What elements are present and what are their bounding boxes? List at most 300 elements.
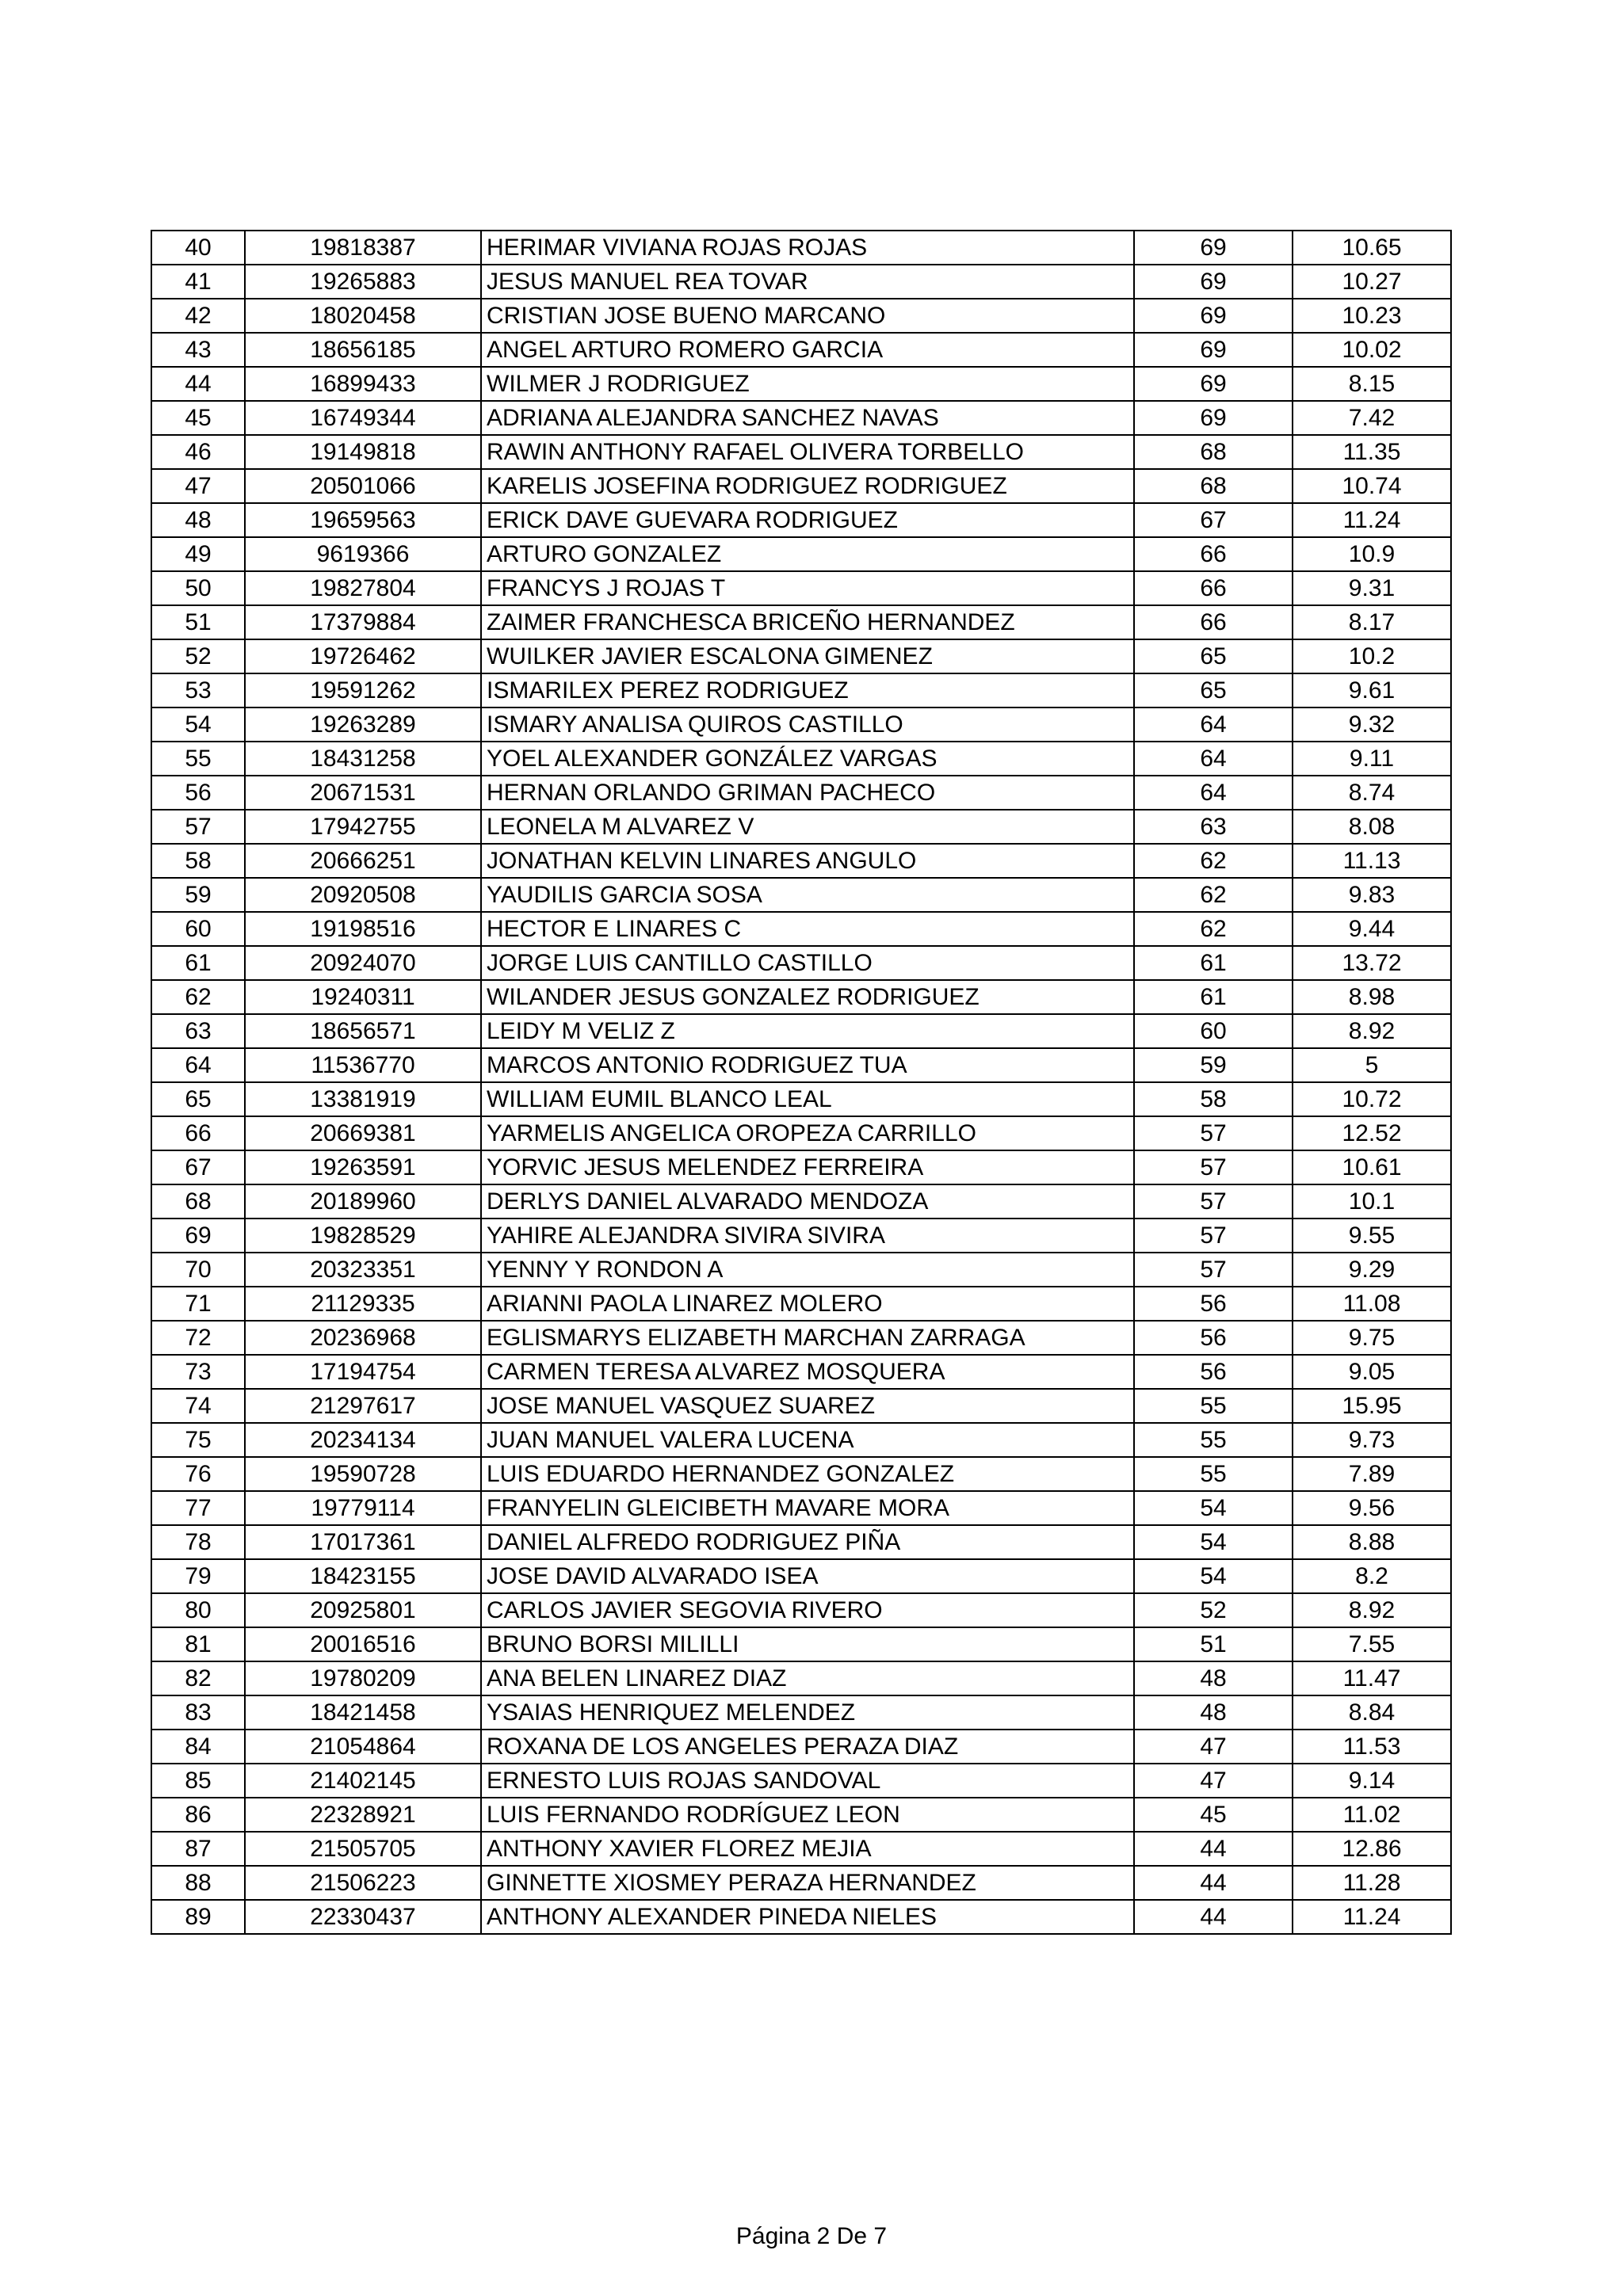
table-row <box>151 1559 1451 1593</box>
average-cell: 10.27 <box>1293 265 1451 299</box>
id-number-cell: 21129335 <box>245 1287 481 1321</box>
full-name-cell: ZAIMER FRANCHESCA BRICEÑO HERNANDEZ <box>481 605 1134 639</box>
points-cell: 45 <box>1134 1798 1293 1832</box>
full-name-cell: WUILKER JAVIER ESCALONA GIMENEZ <box>481 639 1134 673</box>
table-row <box>151 1491 1451 1525</box>
average-cell: 9.05 <box>1293 1355 1451 1389</box>
points-cell: 55 <box>1134 1389 1293 1423</box>
average-cell: 12.52 <box>1293 1116 1451 1150</box>
points-cell: 54 <box>1134 1559 1293 1593</box>
full-name-cell: LUIS FERNANDO RODRÍGUEZ LEON <box>481 1798 1134 1832</box>
id-number-cell: 19780209 <box>245 1661 481 1695</box>
table-row <box>151 1866 1451 1900</box>
table-row <box>151 776 1451 810</box>
points-cell: 56 <box>1134 1355 1293 1389</box>
points-cell: 58 <box>1134 1082 1293 1116</box>
table-row <box>151 1798 1451 1832</box>
id-number-cell: 20925801 <box>245 1593 481 1627</box>
row-number-cell: 46 <box>151 435 245 469</box>
points-cell: 61 <box>1134 980 1293 1014</box>
full-name-cell: EGLISMARYS ELIZABETH MARCHAN ZARRAGA <box>481 1321 1134 1355</box>
points-cell: 57 <box>1134 1219 1293 1253</box>
full-name-cell: JUAN MANUEL VALERA LUCENA <box>481 1423 1134 1457</box>
average-cell: 11.28 <box>1293 1866 1451 1900</box>
table-row <box>151 1184 1451 1219</box>
table-row <box>151 912 1451 946</box>
points-cell: 69 <box>1134 299 1293 333</box>
row-number-cell: 80 <box>151 1593 245 1627</box>
points-cell: 57 <box>1134 1116 1293 1150</box>
id-number-cell: 19818387 <box>245 231 481 265</box>
points-cell: 51 <box>1134 1627 1293 1661</box>
full-name-cell: DERLYS DANIEL ALVARADO MENDOZA <box>481 1184 1134 1219</box>
table-row <box>151 980 1451 1014</box>
id-number-cell: 19263591 <box>245 1150 481 1184</box>
points-cell: 54 <box>1134 1491 1293 1525</box>
table-row <box>151 1593 1451 1627</box>
table-row <box>151 1116 1451 1150</box>
points-cell: 64 <box>1134 776 1293 810</box>
table-row <box>151 639 1451 673</box>
table-row <box>151 742 1451 776</box>
id-number-cell: 19726462 <box>245 639 481 673</box>
id-number-cell: 20234134 <box>245 1423 481 1457</box>
row-number-cell: 54 <box>151 707 245 742</box>
row-number-cell: 65 <box>151 1082 245 1116</box>
id-number-cell: 17942755 <box>245 810 481 844</box>
row-number-cell: 55 <box>151 742 245 776</box>
average-cell: 8.2 <box>1293 1559 1451 1593</box>
id-number-cell: 17379884 <box>245 605 481 639</box>
points-cell: 62 <box>1134 912 1293 946</box>
table-row <box>151 1321 1451 1355</box>
table-row <box>151 1355 1451 1389</box>
id-number-cell: 20924070 <box>245 946 481 980</box>
row-number-cell: 63 <box>151 1014 245 1048</box>
average-cell: 9.44 <box>1293 912 1451 946</box>
row-number-cell: 70 <box>151 1253 245 1287</box>
points-cell: 64 <box>1134 742 1293 776</box>
table-row <box>151 878 1451 912</box>
table-row <box>151 707 1451 742</box>
average-cell: 9.56 <box>1293 1491 1451 1525</box>
row-number-cell: 74 <box>151 1389 245 1423</box>
full-name-cell: ARIANNI PAOLA LINAREZ MOLERO <box>481 1287 1134 1321</box>
full-name-cell: JOSE MANUEL VASQUEZ SUAREZ <box>481 1389 1134 1423</box>
id-number-cell: 19590728 <box>245 1457 481 1491</box>
row-number-cell: 73 <box>151 1355 245 1389</box>
average-cell: 9.29 <box>1293 1253 1451 1287</box>
id-number-cell: 19659563 <box>245 503 481 537</box>
full-name-cell: WILANDER JESUS GONZALEZ RODRIGUEZ <box>481 980 1134 1014</box>
table-row <box>151 1287 1451 1321</box>
average-cell: 7.55 <box>1293 1627 1451 1661</box>
table-row <box>151 1014 1451 1048</box>
table-row <box>151 1048 1451 1082</box>
full-name-cell: JOSE DAVID ALVARADO ISEA <box>481 1559 1134 1593</box>
row-number-cell: 78 <box>151 1525 245 1559</box>
points-cell: 66 <box>1134 605 1293 639</box>
row-number-cell: 52 <box>151 639 245 673</box>
points-cell: 69 <box>1134 367 1293 401</box>
points-cell: 69 <box>1134 401 1293 435</box>
points-cell: 66 <box>1134 537 1293 571</box>
table-row <box>151 1253 1451 1287</box>
full-name-cell: ANGEL ARTURO ROMERO GARCIA <box>481 333 1134 367</box>
average-cell: 11.35 <box>1293 435 1451 469</box>
table-row <box>151 810 1451 844</box>
row-number-cell: 89 <box>151 1900 245 1934</box>
table-row <box>151 1082 1451 1116</box>
full-name-cell: ANA BELEN LINAREZ DIAZ <box>481 1661 1134 1695</box>
average-cell: 10.74 <box>1293 469 1451 503</box>
average-cell: 10.1 <box>1293 1184 1451 1219</box>
row-number-cell: 85 <box>151 1764 245 1798</box>
table-row <box>151 265 1451 299</box>
row-number-cell: 81 <box>151 1627 245 1661</box>
table-row <box>151 1764 1451 1798</box>
points-cell: 48 <box>1134 1695 1293 1730</box>
average-cell: 8.98 <box>1293 980 1451 1014</box>
full-name-cell: YOEL ALEXANDER GONZÁLEZ VARGAS <box>481 742 1134 776</box>
row-number-cell: 49 <box>151 537 245 571</box>
full-name-cell: YENNY Y RONDON A <box>481 1253 1134 1287</box>
id-number-cell: 19263289 <box>245 707 481 742</box>
full-name-cell: FRANYELIN GLEICIBETH MAVARE MORA <box>481 1491 1134 1525</box>
page-footer: Página 2 De 7 <box>735 2223 888 2249</box>
id-number-cell: 21297617 <box>245 1389 481 1423</box>
full-name-cell: ANTHONY XAVIER FLOREZ MEJIA <box>481 1832 1134 1866</box>
id-number-cell: 19779114 <box>245 1491 481 1525</box>
row-number-cell: 58 <box>151 844 245 878</box>
table-row <box>151 1661 1451 1695</box>
full-name-cell: WILLIAM EUMIL BLANCO LEAL <box>481 1082 1134 1116</box>
points-cell: 68 <box>1134 435 1293 469</box>
table-row <box>151 299 1451 333</box>
full-name-cell: JONATHAN KELVIN LINARES ANGULO <box>481 844 1134 878</box>
id-number-cell: 20236968 <box>245 1321 481 1355</box>
row-number-cell: 50 <box>151 571 245 605</box>
average-cell: 8.84 <box>1293 1695 1451 1730</box>
id-number-cell: 19828529 <box>245 1219 481 1253</box>
table-row <box>151 401 1451 435</box>
points-cell: 68 <box>1134 469 1293 503</box>
id-number-cell: 18431258 <box>245 742 481 776</box>
average-cell: 12.86 <box>1293 1832 1451 1866</box>
id-number-cell: 20016516 <box>245 1627 481 1661</box>
id-number-cell: 20323351 <box>245 1253 481 1287</box>
table-row <box>151 537 1451 571</box>
table-row <box>151 1150 1451 1184</box>
full-name-cell: GINNETTE XIOSMEY PERAZA HERNANDEZ <box>481 1866 1134 1900</box>
table-row <box>151 1525 1451 1559</box>
average-cell: 9.55 <box>1293 1219 1451 1253</box>
full-name-cell: ISMARY ANALISA QUIROS CASTILLO <box>481 707 1134 742</box>
average-cell: 10.61 <box>1293 1150 1451 1184</box>
full-name-cell: JORGE LUIS CANTILLO CASTILLO <box>481 946 1134 980</box>
table-row <box>151 503 1451 537</box>
row-number-cell: 61 <box>151 946 245 980</box>
row-number-cell: 60 <box>151 912 245 946</box>
average-cell: 8.15 <box>1293 367 1451 401</box>
full-name-cell: YAUDILIS GARCIA SOSA <box>481 878 1134 912</box>
row-number-cell: 66 <box>151 1116 245 1150</box>
average-cell: 15.95 <box>1293 1389 1451 1423</box>
full-name-cell: LEONELA M ALVAREZ V <box>481 810 1134 844</box>
id-number-cell: 20920508 <box>245 878 481 912</box>
full-name-cell: YARMELIS ANGELICA OROPEZA CARRILLO <box>481 1116 1134 1150</box>
id-number-cell: 19827804 <box>245 571 481 605</box>
average-cell: 8.17 <box>1293 605 1451 639</box>
row-number-cell: 56 <box>151 776 245 810</box>
row-number-cell: 86 <box>151 1798 245 1832</box>
points-cell: 69 <box>1134 231 1293 265</box>
row-number-cell: 64 <box>151 1048 245 1082</box>
table-row <box>151 1219 1451 1253</box>
row-number-cell: 79 <box>151 1559 245 1593</box>
id-number-cell: 20671531 <box>245 776 481 810</box>
row-number-cell: 83 <box>151 1695 245 1730</box>
points-cell: 48 <box>1134 1661 1293 1695</box>
table-row <box>151 1457 1451 1491</box>
id-number-cell: 18421458 <box>245 1695 481 1730</box>
id-number-cell: 21506223 <box>245 1866 481 1900</box>
row-number-cell: 42 <box>151 299 245 333</box>
average-cell: 7.89 <box>1293 1457 1451 1491</box>
average-cell: 8.92 <box>1293 1014 1451 1048</box>
average-cell: 9.73 <box>1293 1423 1451 1457</box>
id-number-cell: 16749344 <box>245 401 481 435</box>
id-number-cell: 13381919 <box>245 1082 481 1116</box>
points-cell: 57 <box>1134 1150 1293 1184</box>
points-cell: 56 <box>1134 1321 1293 1355</box>
row-number-cell: 88 <box>151 1866 245 1900</box>
row-number-cell: 84 <box>151 1730 245 1764</box>
row-number-cell: 59 <box>151 878 245 912</box>
average-cell: 11.08 <box>1293 1287 1451 1321</box>
table-row <box>151 333 1451 367</box>
points-cell: 57 <box>1134 1253 1293 1287</box>
average-cell: 9.31 <box>1293 571 1451 605</box>
points-cell: 60 <box>1134 1014 1293 1048</box>
id-number-cell: 19198516 <box>245 912 481 946</box>
average-cell: 9.32 <box>1293 707 1451 742</box>
points-cell: 44 <box>1134 1900 1293 1934</box>
id-number-cell: 20669381 <box>245 1116 481 1150</box>
average-cell: 5 <box>1293 1048 1451 1082</box>
points-cell: 69 <box>1134 333 1293 367</box>
id-number-cell: 16899433 <box>245 367 481 401</box>
row-number-cell: 40 <box>151 231 245 265</box>
row-number-cell: 47 <box>151 469 245 503</box>
table-row <box>151 1695 1451 1730</box>
table-row <box>151 673 1451 707</box>
full-name-cell: LEIDY M VELIZ Z <box>481 1014 1134 1048</box>
average-cell: 9.61 <box>1293 673 1451 707</box>
table-row <box>151 844 1451 878</box>
full-name-cell: HECTOR E LINARES C <box>481 912 1134 946</box>
id-number-cell: 18020458 <box>245 299 481 333</box>
id-number-cell: 19240311 <box>245 980 481 1014</box>
average-cell: 10.23 <box>1293 299 1451 333</box>
results-table <box>151 230 1452 1935</box>
average-cell: 11.02 <box>1293 1798 1451 1832</box>
id-number-cell: 22328921 <box>245 1798 481 1832</box>
full-name-cell: CRISTIAN JOSE BUENO MARCANO <box>481 299 1134 333</box>
row-number-cell: 72 <box>151 1321 245 1355</box>
row-number-cell: 67 <box>151 1150 245 1184</box>
points-cell: 65 <box>1134 673 1293 707</box>
points-cell: 47 <box>1134 1730 1293 1764</box>
full-name-cell: BRUNO BORSI MILILLI <box>481 1627 1134 1661</box>
table-row <box>151 469 1451 503</box>
full-name-cell: ARTURO GONZALEZ <box>481 537 1134 571</box>
row-number-cell: 43 <box>151 333 245 367</box>
id-number-cell: 19265883 <box>245 265 481 299</box>
full-name-cell: ISMARILEX PEREZ RODRIGUEZ <box>481 673 1134 707</box>
table-row <box>151 571 1451 605</box>
average-cell: 10.02 <box>1293 333 1451 367</box>
row-number-cell: 45 <box>151 401 245 435</box>
full-name-cell: ERNESTO LUIS ROJAS SANDOVAL <box>481 1764 1134 1798</box>
table-row <box>151 605 1451 639</box>
row-number-cell: 75 <box>151 1423 245 1457</box>
full-name-cell: YAHIRE ALEJANDRA SIVIRA SIVIRA <box>481 1219 1134 1253</box>
points-cell: 56 <box>1134 1287 1293 1321</box>
average-cell: 7.42 <box>1293 401 1451 435</box>
id-number-cell: 20189960 <box>245 1184 481 1219</box>
average-cell: 9.83 <box>1293 878 1451 912</box>
full-name-cell: RAWIN ANTHONY RAFAEL OLIVERA TORBELLO <box>481 435 1134 469</box>
table-row <box>151 1832 1451 1866</box>
average-cell: 8.88 <box>1293 1525 1451 1559</box>
row-number-cell: 69 <box>151 1219 245 1253</box>
full-name-cell: FRANCYS J ROJAS T <box>481 571 1134 605</box>
average-cell: 10.2 <box>1293 639 1451 673</box>
full-name-cell: LUIS EDUARDO HERNANDEZ GONZALEZ <box>481 1457 1134 1491</box>
average-cell: 11.53 <box>1293 1730 1451 1764</box>
average-cell: 11.13 <box>1293 844 1451 878</box>
id-number-cell: 20501066 <box>245 469 481 503</box>
id-number-cell: 17194754 <box>245 1355 481 1389</box>
average-cell: 11.47 <box>1293 1661 1451 1695</box>
full-name-cell: MARCOS ANTONIO RODRIGUEZ TUA <box>481 1048 1134 1082</box>
table-row <box>151 1900 1451 1934</box>
full-name-cell: ANTHONY ALEXANDER PINEDA NIELES <box>481 1900 1134 1934</box>
average-cell: 10.9 <box>1293 537 1451 571</box>
average-cell: 8.08 <box>1293 810 1451 844</box>
id-number-cell: 21402145 <box>245 1764 481 1798</box>
row-number-cell: 41 <box>151 265 245 299</box>
id-number-cell: 19149818 <box>245 435 481 469</box>
row-number-cell: 87 <box>151 1832 245 1866</box>
average-cell: 11.24 <box>1293 1900 1451 1934</box>
points-cell: 59 <box>1134 1048 1293 1082</box>
results-table-body <box>151 231 1451 1934</box>
average-cell: 9.11 <box>1293 742 1451 776</box>
table-row <box>151 1627 1451 1661</box>
id-number-cell: 18656571 <box>245 1014 481 1048</box>
table-row <box>151 435 1451 469</box>
points-cell: 57 <box>1134 1184 1293 1219</box>
row-number-cell: 53 <box>151 673 245 707</box>
full-name-cell: HERIMAR VIVIANA ROJAS ROJAS <box>481 231 1134 265</box>
points-cell: 55 <box>1134 1423 1293 1457</box>
row-number-cell: 51 <box>151 605 245 639</box>
full-name-cell: CARLOS JAVIER SEGOVIA RIVERO <box>481 1593 1134 1627</box>
points-cell: 67 <box>1134 503 1293 537</box>
id-number-cell: 18656185 <box>245 333 481 367</box>
id-number-cell: 22330437 <box>245 1900 481 1934</box>
points-cell: 61 <box>1134 946 1293 980</box>
row-number-cell: 57 <box>151 810 245 844</box>
points-cell: 54 <box>1134 1525 1293 1559</box>
average-cell: 9.14 <box>1293 1764 1451 1798</box>
average-cell: 10.72 <box>1293 1082 1451 1116</box>
points-cell: 55 <box>1134 1457 1293 1491</box>
full-name-cell: CARMEN TERESA ALVAREZ MOSQUERA <box>481 1355 1134 1389</box>
points-cell: 62 <box>1134 844 1293 878</box>
full-name-cell: HERNAN ORLANDO GRIMAN PACHECO <box>481 776 1134 810</box>
id-number-cell: 18423155 <box>245 1559 481 1593</box>
row-number-cell: 82 <box>151 1661 245 1695</box>
points-cell: 44 <box>1134 1832 1293 1866</box>
row-number-cell: 71 <box>151 1287 245 1321</box>
points-cell: 64 <box>1134 707 1293 742</box>
full-name-cell: JESUS MANUEL REA TOVAR <box>481 265 1134 299</box>
points-cell: 63 <box>1134 810 1293 844</box>
id-number-cell: 21054864 <box>245 1730 481 1764</box>
full-name-cell: KARELIS JOSEFINA RODRIGUEZ RODRIGUEZ <box>481 469 1134 503</box>
table-row <box>151 1730 1451 1764</box>
full-name-cell: YSAIAS HENRIQUEZ MELENDEZ <box>481 1695 1134 1730</box>
average-cell: 13.72 <box>1293 946 1451 980</box>
full-name-cell: YORVIC JESUS MELENDEZ FERREIRA <box>481 1150 1134 1184</box>
full-name-cell: ADRIANA ALEJANDRA SANCHEZ NAVAS <box>481 401 1134 435</box>
points-cell: 47 <box>1134 1764 1293 1798</box>
points-cell: 52 <box>1134 1593 1293 1627</box>
table-row <box>151 1389 1451 1423</box>
table-row <box>151 1423 1451 1457</box>
row-number-cell: 62 <box>151 980 245 1014</box>
average-cell: 8.74 <box>1293 776 1451 810</box>
average-cell: 8.92 <box>1293 1593 1451 1627</box>
id-number-cell: 11536770 <box>245 1048 481 1082</box>
row-number-cell: 76 <box>151 1457 245 1491</box>
average-cell: 9.75 <box>1293 1321 1451 1355</box>
row-number-cell: 77 <box>151 1491 245 1525</box>
average-cell: 10.65 <box>1293 231 1451 265</box>
points-cell: 44 <box>1134 1866 1293 1900</box>
id-number-cell: 19591262 <box>245 673 481 707</box>
full-name-cell: WILMER J RODRIGUEZ <box>481 367 1134 401</box>
average-cell: 11.24 <box>1293 503 1451 537</box>
table-row <box>151 231 1451 265</box>
id-number-cell: 17017361 <box>245 1525 481 1559</box>
points-cell: 66 <box>1134 571 1293 605</box>
table-row <box>151 946 1451 980</box>
full-name-cell: ROXANA DE LOS ANGELES PERAZA DIAZ <box>481 1730 1134 1764</box>
full-name-cell: ERICK DAVE GUEVARA RODRIGUEZ <box>481 503 1134 537</box>
id-number-cell: 21505705 <box>245 1832 481 1866</box>
points-cell: 69 <box>1134 265 1293 299</box>
points-cell: 62 <box>1134 878 1293 912</box>
id-number-cell: 9619366 <box>245 537 481 571</box>
row-number-cell: 44 <box>151 367 245 401</box>
id-number-cell: 20666251 <box>245 844 481 878</box>
row-number-cell: 48 <box>151 503 245 537</box>
full-name-cell: DANIEL ALFREDO RODRIGUEZ PIÑA <box>481 1525 1134 1559</box>
